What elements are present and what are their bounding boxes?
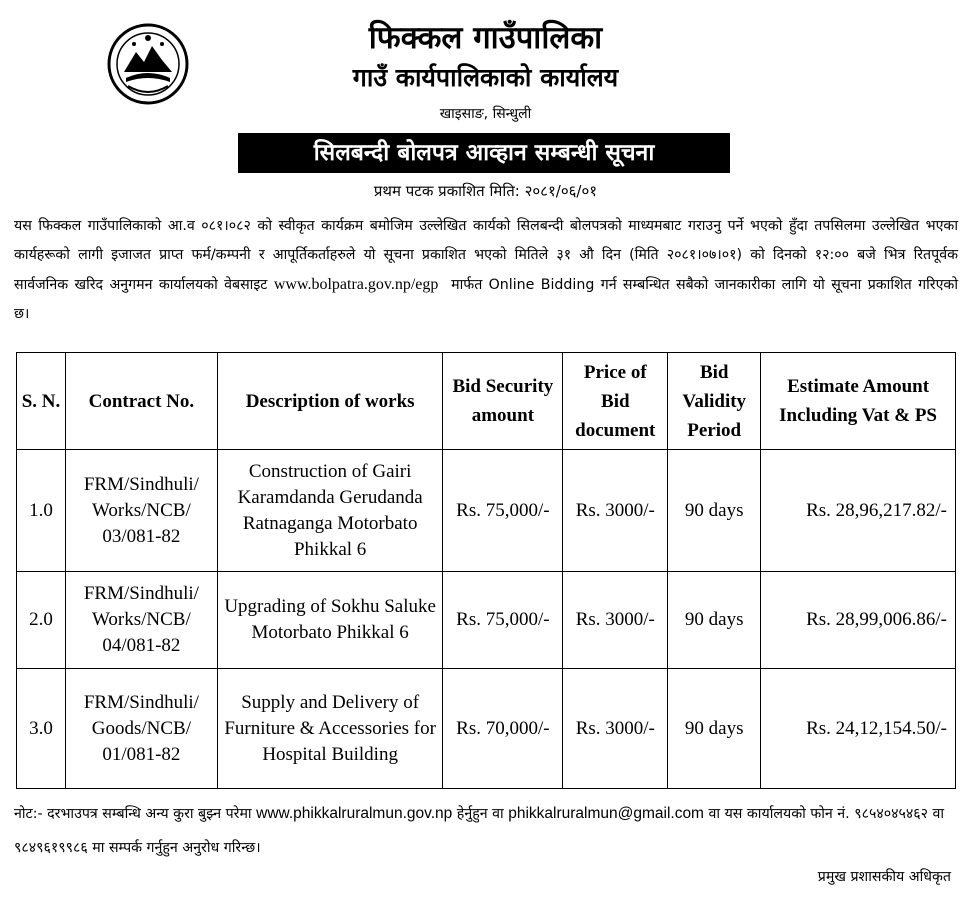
notice-header — [0, 0, 971, 210]
office-name: गाउँ कार्यपालिकाको कार्यालय — [352, 63, 619, 92]
cell-price: Rs. 3000/- — [563, 572, 668, 669]
header-sn: S. N. — [17, 353, 66, 450]
cell-bid-security: Rs. 75,000/- — [443, 450, 563, 572]
publication-date: प्रथम पटक प्रकाशित मिति: २०८१/०६/०१ — [373, 182, 598, 200]
cell-bid-security: Rs. 75,000/- — [443, 572, 563, 669]
cell-estimate: Rs. 28,99,006.86/- — [761, 572, 956, 669]
header-description: Description of works — [217, 353, 443, 450]
cell-sn: 3.0 — [17, 669, 66, 789]
office-location: खाइसाङ, सिन्धुली — [439, 106, 532, 122]
contact-note — [14, 797, 958, 865]
note-prefix: नोट:- दरभाउपत्र सम्बन्धि अन्य कुरा बुझ्न परेमा — [14, 806, 252, 822]
table-header-row — [17, 353, 956, 450]
notice-title-banner: सिलबन्दी बोलपत्र आव्हान सम्बन्धी सूचना — [238, 133, 730, 173]
table-row — [17, 572, 956, 669]
header-contract-no: Contract No. — [65, 353, 217, 450]
cell-validity: 90 days — [668, 450, 761, 572]
cell-estimate: Rs. 28,96,217.82/- — [761, 450, 956, 572]
cell-validity: 90 days — [668, 669, 761, 789]
note-middle: हेर्नुहुन वा — [456, 806, 504, 822]
cell-contract-no: FRM/Sindhuli/ Works/NCB/ 03/081-82 — [65, 450, 217, 572]
header-price-of-bid: Price of Bid document — [563, 353, 668, 450]
cell-price: Rs. 3000/- — [563, 669, 668, 789]
cell-description: Supply and Delivery of Furniture & Accessories for Hospital Building — [217, 669, 443, 789]
cell-description: Construction of Gairi Karamdanda Gerudanda Ratnaganga Motorbato Phikkal 6 — [217, 450, 443, 572]
cell-sn: 1.0 — [17, 450, 66, 572]
header-bid-security: Bid Security amount — [443, 353, 563, 450]
cell-validity: 90 days — [668, 572, 761, 669]
bid-table — [16, 352, 956, 789]
cell-price: Rs. 3000/- — [563, 450, 668, 572]
signature-title: प्रमुख प्रशासकीय अधिकृत — [817, 869, 951, 885]
website-link[interactable]: www.phikkalruralmun.gov.np — [256, 805, 453, 822]
header-bid-validity: Bid Validity Period — [668, 353, 761, 450]
municipality-name: फिक्कल गाउँपालिका — [368, 20, 603, 56]
note-suffix: वा यस कार्यालयको फोन नं. ९८५४०४५४६२ वा ९८४९६१९९८६ मा सम्पर्क गर्नुहुन अनुरोध गरिन्छ। — [14, 806, 945, 856]
cell-description: Upgrading of Sokhu Saluke Motorbato Phikkal 6 — [217, 572, 443, 669]
header-estimate: Estimate Amount Including Vat & PS — [761, 353, 956, 450]
intro-text-end: मार्फत Online Bidding गर्न सम्बन्धित सबैको जानकारीका लागि यो सूचना प्रकाशित गरिएको छ। — [14, 277, 958, 322]
cell-contract-no: FRM/Sindhuli/ Goods/NCB/ 01/081-82 — [65, 669, 217, 789]
table-row — [17, 450, 956, 572]
bolpatra-url-link[interactable]: www.bolpatra.gov.np/egp — [273, 276, 439, 293]
cell-bid-security: Rs. 70,000/- — [443, 669, 563, 789]
intro-paragraph — [14, 212, 958, 329]
table-row — [17, 669, 956, 789]
email-link[interactable]: phikkalruralmun@gmail.com — [508, 805, 704, 822]
intro-text: यस फिक्कल गाउँपालिकाको आ.व ०८१।०८२ को स्वीकृत कार्यक्रम बमोजिम उल्लेखित कार्यको सिलबन्दी बोलपत्रको माध्यमबाट गराउनु पर्ने भएको हुँदा तपसिलमा उल्लेखित भएका कार्यहरूको लागी इजाजत प्राप्त फर्म/कम्पनी र आपूर्तिकर्ताहरुले यो सूचना प्रकाशित भएको मितिले ३१ औ दिन (मिति २०८१।०७।०१) को दिनको १२:०० बजे भित्र रितपूर्वक सार्वजनिक खरिद अनुगमन कार्यालयको वेबसाइट — [14, 218, 958, 293]
cell-estimate: Rs. 24,12,154.50/- — [761, 669, 956, 789]
cell-sn: 2.0 — [17, 572, 66, 669]
cell-contract-no: FRM/Sindhuli/ Works/NCB/ 04/081-82 — [65, 572, 217, 669]
